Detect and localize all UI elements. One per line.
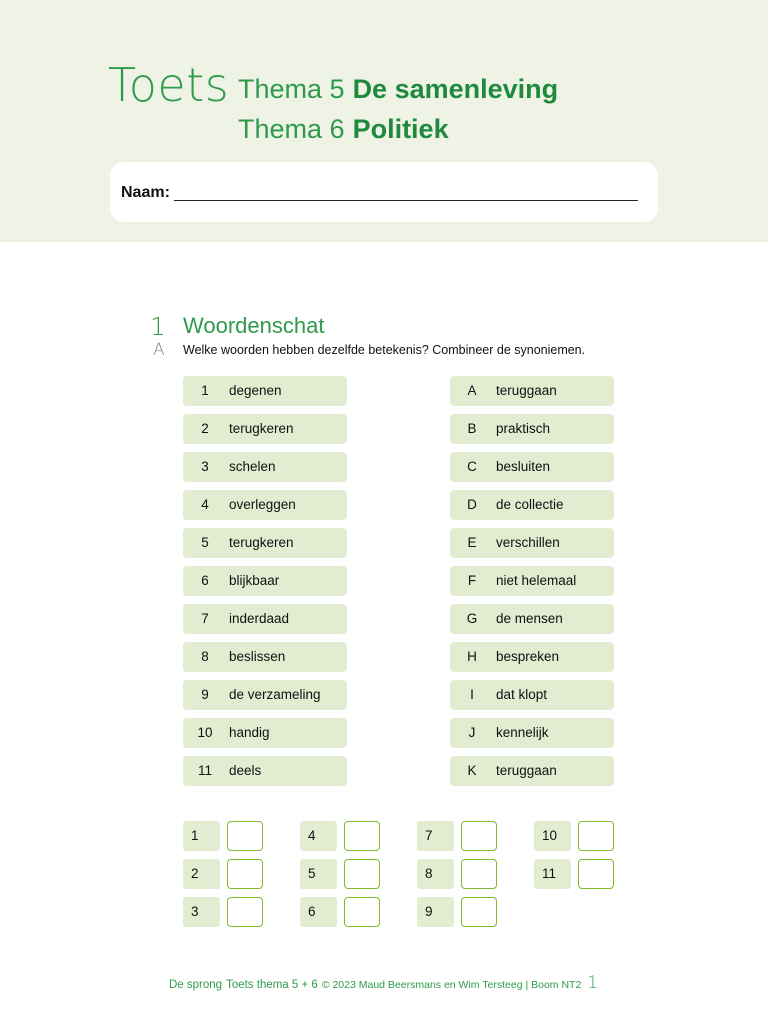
item-word: praktisch: [496, 421, 551, 436]
answer-number: [534, 821, 571, 851]
item-word: dat klopt: [496, 687, 548, 702]
answer-row: [300, 821, 382, 853]
answer-column-1: [183, 821, 265, 935]
footer-subtitle: Toets thema 5 + 6: [226, 979, 318, 991]
list-item: [183, 566, 347, 596]
footer-copyright: © 2023 Maud Beersmans en Wim Tersteeg | Boom NT2: [321, 979, 582, 991]
answer-number: [417, 821, 454, 851]
answer-input-box[interactable]: [227, 897, 263, 927]
answer-number-label: 8: [425, 866, 433, 881]
answer-number-label: 9: [425, 904, 433, 919]
answer-number-label: 4: [308, 828, 316, 843]
list-item: [450, 642, 614, 672]
item-number: 10: [197, 725, 213, 740]
item-number: 3: [201, 459, 209, 474]
answer-number: [300, 821, 337, 851]
item-letter: H: [467, 649, 477, 664]
item-letter: K: [467, 763, 477, 778]
list-item: [183, 490, 347, 520]
item-word: handig: [229, 725, 270, 740]
answer-number-label: 2: [191, 866, 199, 881]
item-word: schelen: [229, 459, 276, 474]
answer-column-4: [534, 821, 616, 897]
answer-input-box[interactable]: [227, 859, 263, 889]
list-item: [183, 642, 347, 672]
list-item: [183, 756, 347, 786]
item-number: 4: [201, 497, 209, 512]
left-word-list: [183, 376, 347, 794]
list-item: [450, 490, 614, 520]
answer-number-label: 3: [191, 904, 199, 919]
item-word: terugkeren: [229, 421, 294, 436]
list-item: [450, 718, 614, 748]
item-letter: B: [467, 421, 477, 436]
list-item: [183, 528, 347, 558]
answer-number-label: 11: [542, 866, 557, 881]
answer-row: [534, 821, 616, 853]
item-number: 6: [201, 573, 209, 588]
answer-input-box[interactable]: [344, 859, 380, 889]
answer-row: [417, 897, 499, 929]
item-letter: J: [468, 725, 476, 740]
list-item: [450, 566, 614, 596]
item-number: 9: [201, 687, 209, 702]
list-item: [450, 604, 614, 634]
name-label: Naam:: [121, 184, 170, 201]
footer-brand: De sprong: [169, 979, 223, 991]
answer-number: [300, 859, 337, 889]
answer-number: [183, 821, 220, 851]
answer-number-label: 7: [425, 828, 433, 843]
page-footer: [169, 973, 598, 993]
answer-row: [534, 859, 616, 891]
right-word-list: [450, 376, 614, 794]
list-item: [183, 414, 347, 444]
answer-number-label: 6: [308, 904, 316, 919]
item-word: deels: [229, 763, 262, 778]
item-word: teruggaan: [496, 763, 557, 778]
item-word: niet helemaal: [496, 573, 577, 588]
list-item: [450, 680, 614, 710]
answer-input-box[interactable]: [461, 897, 497, 927]
theme-label: Thema 5: [238, 74, 345, 104]
list-item: [183, 718, 347, 748]
answer-input-box[interactable]: [578, 821, 614, 851]
item-number: 5: [201, 535, 209, 550]
list-item: [183, 452, 347, 482]
answer-number: [300, 897, 337, 927]
item-word: de collectie: [496, 497, 564, 512]
answer-input-box[interactable]: [461, 859, 497, 889]
theme-title: Politiek: [352, 114, 449, 144]
answer-row: [183, 897, 265, 929]
answer-number-label: 5: [308, 866, 316, 881]
answer-number: [417, 897, 454, 927]
theme-label: Thema 6: [238, 114, 345, 144]
answer-column-3: [417, 821, 499, 935]
item-number: 2: [201, 421, 209, 436]
answer-number: [417, 859, 454, 889]
list-item: [450, 414, 614, 444]
answer-row: [183, 821, 265, 853]
answer-input-box[interactable]: [227, 821, 263, 851]
answer-row: [183, 859, 265, 891]
theme-line-5: [238, 74, 558, 110]
item-letter: I: [470, 687, 474, 702]
item-word: kennelijk: [496, 725, 549, 740]
item-number: 7: [201, 611, 209, 626]
item-word: blijkbaar: [229, 573, 280, 588]
section-number: 1: [150, 312, 166, 341]
item-word: inderdaad: [229, 611, 290, 626]
item-word: terugkeren: [229, 535, 294, 550]
item-word: degenen: [229, 383, 282, 398]
toets-title: Toets: [108, 58, 230, 112]
item-word: de verzameling: [229, 687, 321, 702]
item-letter: G: [466, 611, 478, 626]
item-number: 1: [201, 383, 209, 398]
name-input-line[interactable]: [174, 200, 638, 201]
item-number: 8: [201, 649, 209, 664]
answer-input-box[interactable]: [344, 821, 380, 851]
list-item: [183, 680, 347, 710]
answer-row: [300, 897, 382, 929]
item-word: de mensen: [496, 611, 563, 626]
answer-number-label: 10: [542, 828, 558, 843]
answer-number-label: 1: [191, 828, 199, 843]
answer-row: [417, 821, 499, 853]
answer-column-2: [300, 821, 382, 935]
item-word: beslissen: [229, 649, 286, 664]
answer-input-box[interactable]: [461, 821, 497, 851]
item-letter: E: [467, 535, 477, 550]
section-sub-letter: A: [153, 340, 165, 360]
list-item: [183, 604, 347, 634]
answer-row: [300, 859, 382, 891]
item-word: teruggaan: [496, 383, 557, 398]
item-letter: D: [467, 497, 477, 512]
list-item: [450, 756, 614, 786]
item-word: verschillen: [496, 535, 560, 550]
item-letter: F: [467, 573, 477, 588]
list-item: [183, 376, 347, 406]
section-title: Woordenschat: [183, 313, 325, 338]
item-word: bespreken: [496, 649, 560, 664]
item-letter: C: [467, 459, 477, 474]
item-word: overleggen: [229, 497, 296, 512]
answer-number: [183, 897, 220, 927]
name-box: [110, 162, 658, 222]
answer-number: [534, 859, 571, 889]
item-word: besluiten: [496, 459, 551, 474]
answer-input-box[interactable]: [344, 897, 380, 927]
header-band: [0, 0, 768, 242]
answer-input-box[interactable]: [578, 859, 614, 889]
answer-row: [417, 859, 499, 891]
item-letter: A: [467, 383, 477, 398]
page-number: 1: [587, 973, 599, 993]
answer-number: [183, 859, 220, 889]
list-item: [450, 452, 614, 482]
item-number: 11: [197, 763, 212, 778]
theme-line-6: [238, 114, 449, 150]
section-instruction: Welke woorden hebben dezelfde betekenis? Combineer de synoniemen.: [183, 343, 586, 357]
list-item: [450, 528, 614, 558]
theme-title: De samenleving: [352, 74, 559, 104]
list-item: [450, 376, 614, 406]
